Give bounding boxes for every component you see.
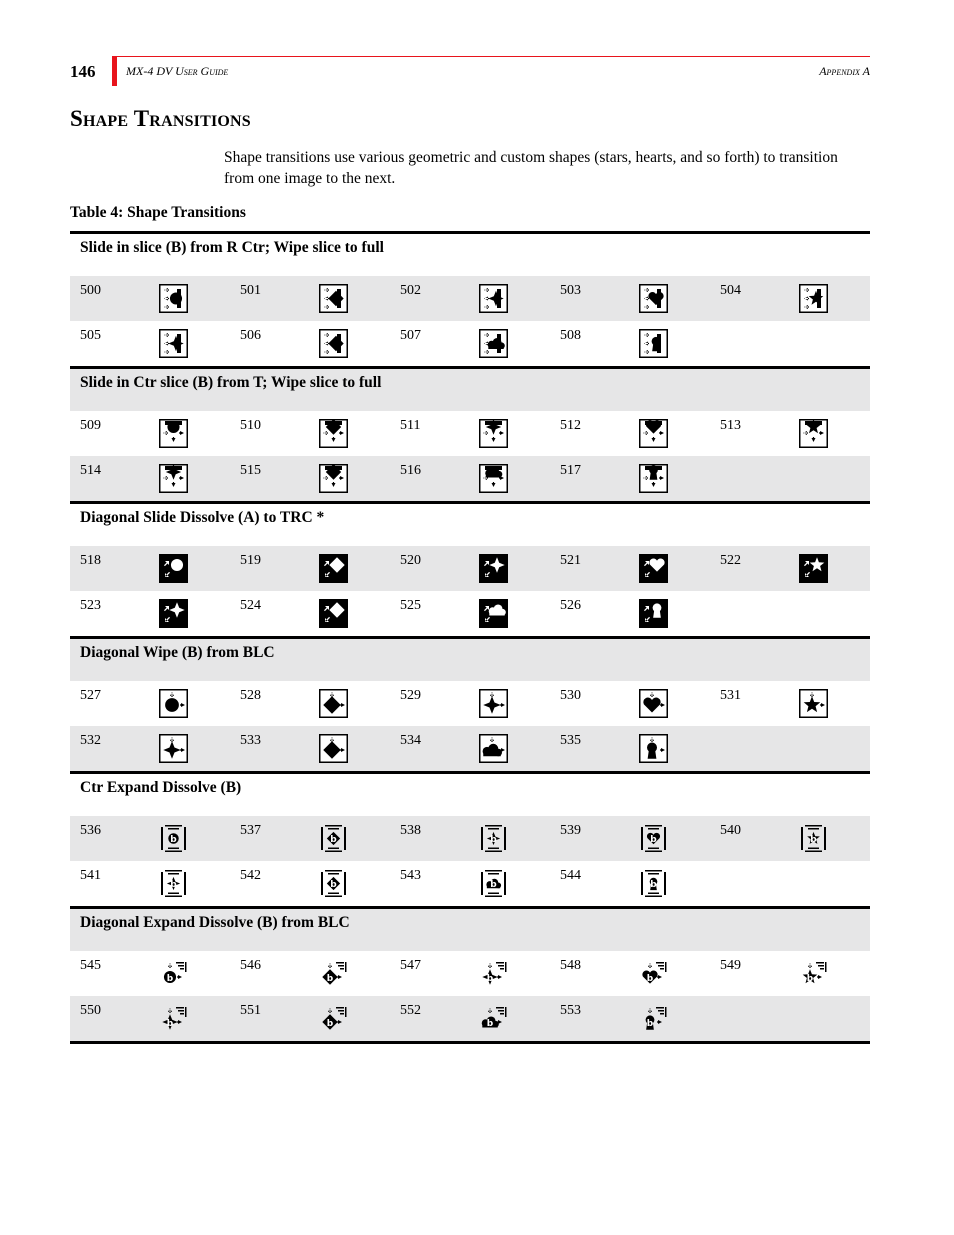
transition-cell	[390, 591, 550, 636]
group-header: Ctr Expand Dissolve (B)	[80, 779, 242, 796]
cross-wipe-icon	[159, 734, 188, 763]
transition-group	[70, 771, 870, 906]
keyhole-top-icon	[639, 464, 668, 493]
keyhole-expand-icon	[639, 869, 668, 898]
transition-cell	[390, 861, 550, 906]
star-top-icon	[799, 419, 828, 448]
transition-number: 530	[560, 688, 581, 703]
table-row	[70, 996, 870, 1041]
svg-text:b: b	[166, 1019, 174, 1029]
transition-cell	[230, 546, 390, 591]
transition-number: 518	[80, 553, 101, 568]
svg-text:b: b	[650, 880, 657, 890]
transition-cell	[550, 816, 710, 861]
heart-slice-icon	[639, 284, 668, 313]
transition-cell	[710, 546, 870, 591]
star-diagonal-icon	[799, 554, 828, 583]
transition-cell	[390, 681, 550, 726]
transition-number: 547	[400, 958, 421, 973]
transition-cell	[230, 726, 390, 771]
transition-number: 551	[240, 1003, 261, 1018]
header-rule	[112, 56, 870, 57]
transition-number: 509	[80, 418, 101, 433]
transition-number: 504	[720, 283, 741, 298]
transition-number: 537	[240, 823, 261, 838]
diamond-top-icon	[319, 464, 348, 493]
transition-cell	[70, 411, 230, 456]
svg-text:b: b	[650, 835, 657, 845]
transition-number: 508	[560, 328, 581, 343]
transition-cell	[550, 411, 710, 456]
transition-cell	[550, 861, 710, 906]
transition-cell	[550, 996, 710, 1041]
transition-number: 529	[400, 688, 421, 703]
star-diag-expand-icon	[799, 959, 828, 988]
transition-number: 502	[400, 283, 421, 298]
circle-diagonal-icon	[159, 554, 188, 583]
transition-cell	[70, 726, 230, 771]
svg-text:b: b	[170, 880, 177, 890]
transition-number: 513	[720, 418, 741, 433]
transition-number: 523	[80, 598, 101, 613]
shape-transitions-table	[70, 231, 870, 1044]
transition-number: 507	[400, 328, 421, 343]
table-row	[70, 726, 870, 771]
cross-diagonal-icon	[159, 599, 188, 628]
svg-text:b: b	[490, 835, 497, 845]
diamond-slice-icon	[319, 284, 348, 313]
transition-cell	[70, 546, 230, 591]
heart-top-icon	[639, 419, 668, 448]
transition-number: 539	[560, 823, 581, 838]
group-header: Slide in slice (B) from R Ctr; Wipe slice to full	[80, 239, 384, 256]
cloud-diagonal-icon	[479, 599, 508, 628]
transition-number: 519	[240, 553, 261, 568]
cross-diagonal-icon	[479, 554, 508, 583]
transition-number: 517	[560, 463, 581, 478]
table-row	[70, 546, 870, 591]
transition-cell	[70, 456, 230, 501]
transition-cell	[230, 321, 390, 366]
transition-cell	[230, 816, 390, 861]
cloud-top-icon	[479, 464, 508, 493]
transition-cell	[70, 996, 230, 1041]
transition-group	[70, 636, 870, 771]
svg-text:b: b	[330, 880, 337, 890]
transition-number: 505	[80, 328, 101, 343]
diamond-expand-icon	[319, 869, 348, 898]
transition-cell	[390, 456, 550, 501]
transition-number: 511	[400, 418, 421, 433]
transition-cell	[390, 411, 550, 456]
svg-text:b: b	[486, 974, 494, 984]
svg-text:b: b	[166, 974, 174, 984]
circle-wipe-icon	[159, 689, 188, 718]
transition-cell	[710, 951, 870, 996]
transition-cell	[550, 276, 710, 321]
transition-cell	[550, 591, 710, 636]
transition-number: 516	[400, 463, 421, 478]
table-row	[70, 681, 870, 726]
transition-group	[70, 906, 870, 1041]
transition-cell	[230, 861, 390, 906]
running-header-right: Appendix A	[819, 64, 870, 78]
svg-text:b: b	[646, 1019, 654, 1029]
transition-cell	[710, 411, 870, 456]
group-header: Diagonal Wipe (B) from BLC	[70, 639, 870, 681]
diamond-slice-icon	[319, 329, 348, 358]
transition-number: 528	[240, 688, 261, 703]
transition-number: 512	[560, 418, 581, 433]
transition-cell	[70, 951, 230, 996]
diamond-diagonal-icon	[319, 554, 348, 583]
transition-number: 525	[400, 598, 421, 613]
table-row	[70, 321, 870, 366]
transition-cell	[390, 951, 550, 996]
cloud-wipe-icon	[479, 734, 508, 763]
heart-diag-expand-icon	[639, 959, 668, 988]
table-row	[70, 861, 870, 906]
transition-cell	[550, 321, 710, 366]
transition-cell	[230, 996, 390, 1041]
circle-slice-icon	[159, 284, 188, 313]
transition-number: 536	[80, 823, 101, 838]
transition-number: 532	[80, 733, 101, 748]
transition-number: 510	[240, 418, 261, 433]
diamond-expand-icon	[319, 824, 348, 853]
transition-number: 506	[240, 328, 261, 343]
svg-text:b: b	[810, 835, 817, 845]
svg-text:b: b	[326, 1019, 334, 1029]
cross-slice-icon	[159, 329, 188, 358]
transition-cell	[710, 816, 870, 861]
header-accent-bar	[112, 56, 117, 86]
transition-number: 535	[560, 733, 581, 748]
transition-number: 514	[80, 463, 101, 478]
transition-cell	[230, 276, 390, 321]
svg-text:b: b	[490, 880, 497, 890]
keyhole-diagonal-icon	[639, 599, 668, 628]
transition-cell	[550, 456, 710, 501]
circle-diag-expand-icon	[159, 959, 188, 988]
group-header: Slide in Ctr slice (B) from T; Wipe slice to full	[70, 369, 870, 411]
star-expand-icon	[799, 824, 828, 853]
transition-number: 501	[240, 283, 261, 298]
transition-number: 546	[240, 958, 261, 973]
star-slice-icon	[799, 284, 828, 313]
star-wipe-icon	[799, 689, 828, 718]
transition-cell	[70, 276, 230, 321]
keyhole-diag-expand-icon	[639, 1004, 668, 1033]
svg-text:b: b	[646, 974, 654, 984]
cross-diag-expand-icon	[479, 959, 508, 988]
transition-number: 515	[240, 463, 261, 478]
transition-number: 543	[400, 868, 421, 883]
heart-wipe-icon	[639, 689, 668, 718]
transition-cell	[70, 681, 230, 726]
transition-number: 541	[80, 868, 101, 883]
transition-cell	[710, 681, 870, 726]
transition-cell	[390, 816, 550, 861]
transition-cell	[230, 681, 390, 726]
transition-cell	[230, 591, 390, 636]
transition-number: 538	[400, 823, 421, 838]
keyhole-slice-icon	[639, 329, 668, 358]
section-title: Shape Transitions	[70, 106, 251, 131]
transition-cell	[70, 861, 230, 906]
keyhole-wipe-icon	[639, 734, 668, 763]
transition-cell	[550, 546, 710, 591]
cross-top-icon	[159, 464, 188, 493]
transition-number: 544	[560, 868, 581, 883]
transition-number: 522	[720, 553, 741, 568]
transition-number: 553	[560, 1003, 581, 1018]
cross-slice-icon	[479, 284, 508, 313]
diamond-diag-expand-icon	[319, 1004, 348, 1033]
transition-number: 500	[80, 283, 101, 298]
circle-expand-icon	[159, 824, 188, 853]
transition-number: 548	[560, 958, 581, 973]
cross-wipe-icon	[479, 689, 508, 718]
diamond-diagonal-icon	[319, 599, 348, 628]
transition-number: 534	[400, 733, 421, 748]
transition-number: 531	[720, 688, 741, 703]
transition-number: 550	[80, 1003, 101, 1018]
diamond-wipe-icon	[319, 689, 348, 718]
cross-diag-expand-icon	[159, 1004, 188, 1033]
cloud-diag-expand-icon	[479, 1004, 508, 1033]
transition-number: 520	[400, 553, 421, 568]
transition-cell	[390, 321, 550, 366]
heart-diagonal-icon	[639, 554, 668, 583]
transition-cell	[550, 726, 710, 771]
svg-text:b: b	[170, 835, 177, 845]
transition-number: 521	[560, 553, 581, 568]
group-header: Diagonal Expand Dissolve (B) from BLC	[70, 909, 870, 951]
transition-number: 542	[240, 868, 261, 883]
table-row	[70, 456, 870, 501]
transition-group	[70, 501, 870, 636]
table-caption: Table 4: Shape Transitions	[70, 204, 246, 221]
cross-expand-icon	[479, 824, 508, 853]
transition-cell	[550, 951, 710, 996]
svg-text:b: b	[330, 835, 337, 845]
transition-cell	[70, 321, 230, 366]
circle-top-icon	[159, 419, 188, 448]
transition-group	[70, 366, 870, 501]
transition-number: 503	[560, 283, 581, 298]
transition-number: 545	[80, 958, 101, 973]
transition-cell	[710, 276, 870, 321]
transition-number: 540	[720, 823, 741, 838]
cloud-expand-icon	[479, 869, 508, 898]
table-row	[70, 411, 870, 456]
intro-paragraph: Shape transitions use various geometric and custom shapes (stars, hearts, and so forth) to transition from one image to the next.	[224, 149, 838, 187]
transition-number: 527	[80, 688, 101, 703]
table-row	[70, 816, 870, 861]
transition-cell	[390, 726, 550, 771]
table-row	[70, 276, 870, 321]
transition-cell	[70, 591, 230, 636]
diamond-diag-expand-icon	[319, 959, 348, 988]
cross-top-icon	[479, 419, 508, 448]
group-header: Diagonal Slide Dissolve (A) to TRC *	[80, 509, 325, 526]
diamond-wipe-icon	[319, 734, 348, 763]
svg-text:b: b	[326, 974, 334, 984]
transition-cell	[70, 816, 230, 861]
transition-number: 526	[560, 598, 581, 613]
svg-text:b: b	[486, 1019, 494, 1029]
transition-number: 549	[720, 958, 741, 973]
table-row	[70, 951, 870, 996]
diamond-top-icon	[319, 419, 348, 448]
cross-expand-icon	[159, 869, 188, 898]
transition-cell	[550, 681, 710, 726]
table-row	[70, 591, 870, 636]
transition-cell	[390, 276, 550, 321]
transition-number: 552	[400, 1003, 421, 1018]
heart-expand-icon	[639, 824, 668, 853]
transition-number: 533	[240, 733, 261, 748]
cloud-slice-icon	[479, 329, 508, 358]
page-number: 146	[70, 62, 96, 81]
transition-cell	[390, 546, 550, 591]
transition-number: 524	[240, 598, 261, 613]
transition-cell	[230, 411, 390, 456]
transition-cell	[230, 951, 390, 996]
transition-cell	[230, 456, 390, 501]
svg-text:b: b	[806, 974, 814, 984]
running-header-left: MX-4 DV User Guide	[126, 64, 229, 78]
transition-group	[70, 231, 870, 366]
transition-cell	[390, 996, 550, 1041]
